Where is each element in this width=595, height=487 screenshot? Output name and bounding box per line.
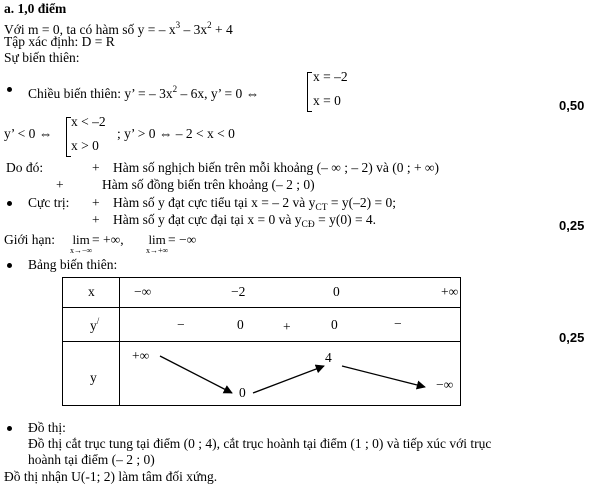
score-3: 0,25 bbox=[559, 330, 585, 345]
bullet-icon bbox=[7, 426, 12, 431]
x-value: 0 bbox=[333, 284, 340, 299]
exponent-3: 3 bbox=[175, 20, 181, 30]
x-value: −2 bbox=[231, 284, 246, 299]
yprime-mark: / bbox=[96, 316, 100, 326]
maximum-value: = y(0) = 4. bbox=[314, 212, 377, 227]
derivative-prefix: Chiều biến thiên: y’ = – 3x bbox=[28, 86, 173, 101]
exponent-2b: 2 bbox=[172, 84, 178, 94]
graph-label: Đồ thị: bbox=[28, 420, 66, 435]
graph-line-1: Đồ thị cắt trục tung tại điểm (0 ; 4), cắt trục hoành tại điểm (1 ; 0) và tiếp xúc với trục bbox=[28, 436, 492, 451]
plus-marker-3: + bbox=[92, 195, 100, 210]
y-value: −∞ bbox=[436, 377, 454, 392]
therefore-label: Do đó: bbox=[6, 160, 44, 175]
domain-line: Tập xác định: D = R bbox=[4, 34, 115, 49]
limits-label: Giới hạn: bbox=[4, 232, 56, 247]
decreasing-arrow-1 bbox=[160, 356, 232, 393]
sign-value: − bbox=[177, 317, 185, 332]
limit-2-subscript: x→+∞ bbox=[146, 246, 169, 255]
decreasing-arrow-2 bbox=[342, 366, 425, 387]
x-value: −∞ bbox=[134, 284, 152, 299]
function-prefix: Với m = 0, ta có hàm số y = – x bbox=[4, 22, 176, 37]
plus-marker-4: + bbox=[92, 212, 100, 227]
limit-1-value: = +∞, bbox=[92, 232, 124, 247]
sign-value: − bbox=[394, 316, 402, 331]
row-label-x: x bbox=[88, 284, 95, 299]
sign-value: 0 bbox=[331, 317, 338, 332]
variation-table-label: Bảng biến thiên: bbox=[28, 257, 118, 272]
row-label-y: y bbox=[90, 370, 97, 385]
minimum-value: = y(–2) = 0; bbox=[327, 195, 397, 210]
minimum-subscript: CT bbox=[315, 203, 328, 213]
maximum-subscript: CĐ bbox=[301, 220, 315, 230]
minimum-text: Hàm số y đạt cực tiểu tại x = – 2 và y bbox=[113, 195, 316, 210]
x-value: +∞ bbox=[441, 284, 459, 299]
ineq-left: y’ < 0 ⇔ bbox=[4, 126, 53, 141]
plus-marker-1: + bbox=[92, 160, 100, 175]
derivative-mid: – 6x, y’ = 0 ⇔ bbox=[177, 86, 260, 101]
sign-value: + bbox=[283, 319, 291, 334]
part-heading: a. 1,0 điểm bbox=[4, 1, 67, 16]
increasing-line: Hàm số đồng biến trên khoảng (– 2 ; 0) bbox=[102, 177, 315, 192]
score-1: 0,50 bbox=[559, 98, 585, 113]
function-mid: – 3x bbox=[180, 22, 208, 37]
function-end: + 4 bbox=[211, 22, 233, 37]
graph-line-2: hoành tại điểm (– 2 ; 0) bbox=[28, 452, 155, 467]
variation-heading: Sự biến thiên: bbox=[4, 50, 80, 65]
maximum-text: Hàm số y đạt cực đại tại x = 0 và y bbox=[113, 212, 302, 227]
yprime-letter: y bbox=[90, 318, 97, 333]
score-2: 0,25 bbox=[559, 218, 585, 233]
exponent-2: 2 bbox=[207, 20, 212, 30]
ineq-case-2: x > 0 bbox=[71, 138, 99, 153]
y-value: +∞ bbox=[132, 348, 150, 363]
limit-2-word: lim bbox=[148, 232, 166, 247]
sign-value: 0 bbox=[237, 317, 244, 332]
root-case-2: x = 0 bbox=[313, 93, 341, 108]
decreasing-line: Hàm số nghịch biến trên mỗi khoảng (– ∞ ; – 2) và (0 ; + ∞) bbox=[113, 160, 440, 175]
limit-1-word: lim bbox=[72, 232, 90, 247]
ineq-right: ; y’ > 0 ⇔ – 2 < x < 0 bbox=[117, 126, 235, 141]
y-value: 4 bbox=[325, 350, 332, 365]
y-value: 0 bbox=[239, 385, 246, 400]
plus-marker-2: + bbox=[56, 177, 64, 192]
ineq-case-1: x < –2 bbox=[71, 114, 106, 129]
symmetry-line: Đồ thị nhận U(-1; 2) làm tâm đối xứng. bbox=[4, 469, 218, 484]
limit-2-value: = −∞ bbox=[168, 232, 197, 247]
limit-1-subscript: x→−∞ bbox=[70, 246, 93, 255]
root-case-1: x = –2 bbox=[313, 69, 348, 84]
extrema-label: Cực trị: bbox=[28, 195, 70, 210]
increasing-arrow bbox=[253, 366, 324, 393]
